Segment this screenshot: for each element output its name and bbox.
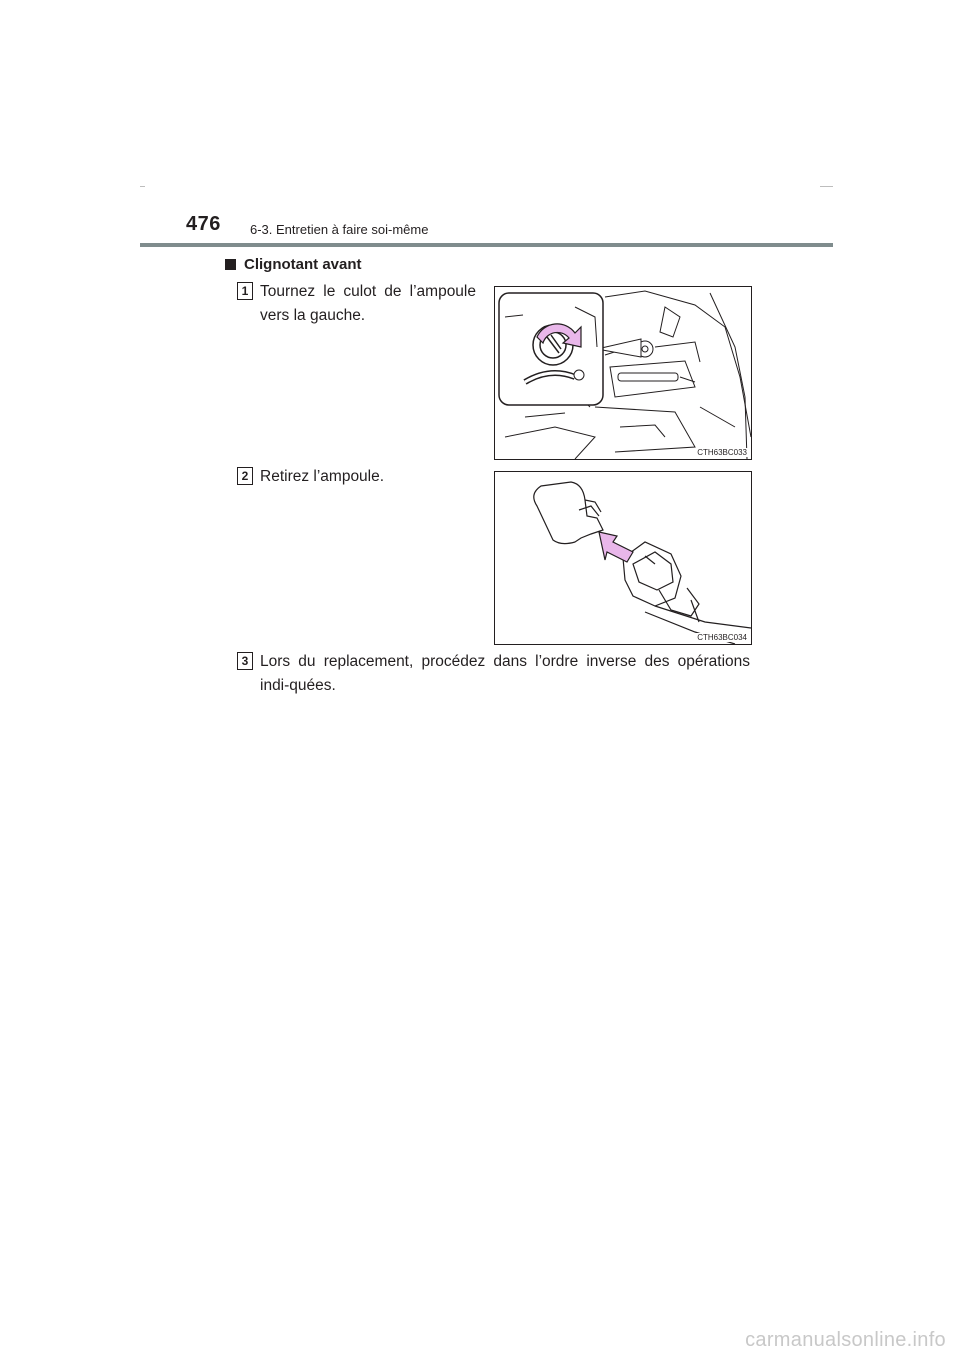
pull-arrow-icon (599, 532, 633, 562)
figure-code: CTH63BC033 (697, 448, 747, 457)
subsection-heading (225, 256, 362, 273)
step-number-2: 2 (237, 467, 253, 485)
step-text-3: Lors du replacement, procédez dans l’ordre inverse des opérations indi-quées. (260, 653, 750, 694)
engine-bay-illustration (495, 287, 751, 459)
inset-detail (499, 293, 603, 405)
square-bullet-icon (225, 259, 236, 270)
step-text-1: Tournez le culot de l’ampoule vers la gauche. (260, 283, 476, 324)
step-number-3: 3 (237, 652, 253, 670)
figure-remove-bulb (494, 471, 752, 645)
crop-mark-left (140, 186, 145, 187)
bulb-removal-illustration (495, 472, 751, 644)
figure-turn-bulb-socket (494, 286, 752, 460)
step-text-2: Retirez l’ampoule. (260, 468, 385, 485)
step-number-1: 1 (237, 282, 253, 300)
header-rule (140, 243, 833, 247)
crop-mark-right (820, 186, 833, 187)
page-number: 476 (186, 213, 221, 235)
subsection-heading-text: Clignotant avant (244, 256, 362, 273)
watermark: carmanualsonline.info (745, 1329, 946, 1351)
figure-code: CTH63BC034 (697, 633, 747, 642)
section-title: 6-3. Entretien à faire soi-même (250, 222, 429, 237)
